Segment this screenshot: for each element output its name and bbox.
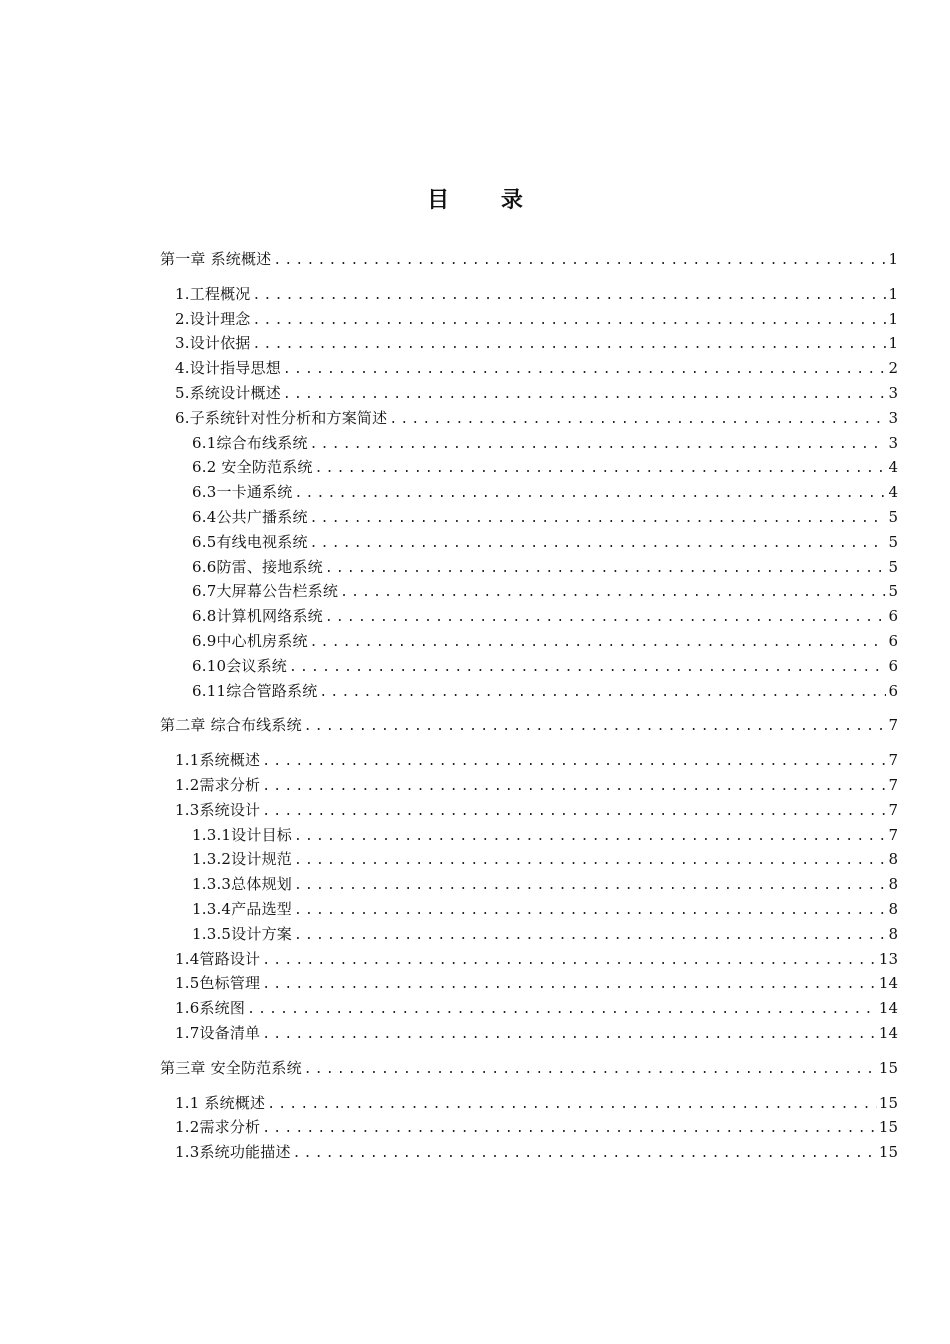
toc-entry-title: 1.2需求分析 [175, 1118, 261, 1137]
dot-leader [253, 309, 887, 334]
toc-page-number: 15 [878, 1093, 898, 1112]
toc-page-number: 4 [888, 483, 898, 502]
toc-page-number: 15 [878, 1143, 898, 1162]
toc-page-number: 5 [888, 532, 898, 551]
toc-entry-title: 3.设计依据 [175, 334, 251, 353]
toc-entry-title: 1.2需求分析 [175, 775, 261, 794]
toc-page-number: 3 [888, 383, 898, 402]
toc-page-number: 5 [888, 582, 898, 601]
toc-entry-title: 4.设计指导思想 [175, 359, 281, 378]
toc-page-number: 1 [888, 309, 898, 328]
toc-entry[interactable] [160, 679, 898, 704]
toc-entry[interactable] [160, 872, 898, 897]
dot-leader [340, 581, 886, 606]
toc-page-number: 1 [888, 250, 898, 268]
toc-entry-title: 第三章 安全防范系统 [160, 1058, 302, 1077]
toc-entry[interactable] [160, 654, 898, 679]
dot-leader [304, 715, 887, 740]
toc-entry-title: 1.工程概况 [175, 284, 251, 303]
dot-leader [304, 1058, 877, 1083]
toc-entry[interactable] [160, 406, 898, 431]
dot-leader [294, 825, 886, 850]
toc-entry-title: 6.9中心机房系统 [192, 631, 308, 650]
toc-entry[interactable] [160, 947, 898, 972]
toc-entry-title: 1.5色标管理 [175, 974, 261, 993]
toc-entry[interactable] [160, 971, 898, 996]
dot-leader [289, 656, 886, 681]
toc-entry-title: 第一章 系统概述 [160, 250, 272, 268]
toc-page-number: 7 [888, 825, 898, 844]
toc-page-number: 14 [878, 999, 898, 1018]
toc-chapter-entry[interactable] [160, 1056, 898, 1081]
toc-entry-title: 5.系统设计概述 [175, 383, 281, 402]
toc-entry-title: 1.1 系统概述 [175, 1093, 266, 1112]
toc-page-number: 6 [888, 656, 898, 675]
toc-entry[interactable] [160, 1115, 898, 1140]
toc-page-number: 13 [878, 949, 898, 968]
dot-leader [262, 1023, 877, 1048]
dot-leader [310, 631, 887, 656]
toc-page-number: 6 [888, 607, 898, 626]
toc-entry-title: 6.10会议系统 [192, 656, 287, 675]
toc-page-number: 15 [878, 1058, 898, 1077]
dot-leader [294, 899, 886, 924]
toc-page-number: 14 [878, 974, 898, 993]
dot-leader [273, 249, 886, 274]
toc-entry[interactable] [160, 922, 898, 947]
dot-leader [294, 874, 886, 899]
toc-page-number: 8 [888, 875, 898, 894]
toc-entry[interactable] [160, 555, 898, 580]
toc-chapter-entry[interactable] [160, 713, 898, 738]
toc-page-number: 8 [888, 899, 898, 918]
toc-page-number: 1 [888, 334, 898, 353]
toc-page-number: 8 [888, 924, 898, 943]
toc-entry-title: 1.3.3总体规划 [192, 875, 292, 894]
toc-page-number: 8 [888, 850, 898, 869]
toc-page-number: 7 [888, 716, 898, 735]
dot-leader [247, 998, 877, 1023]
toc-page-number: 2 [888, 359, 898, 378]
dot-leader [325, 557, 887, 582]
toc-entry-title: 1.1系统概述 [175, 751, 261, 770]
dot-leader [293, 1142, 877, 1167]
toc-entry[interactable] [160, 356, 898, 381]
dot-leader [283, 383, 887, 408]
toc-entry[interactable] [160, 431, 898, 456]
toc-entry[interactable] [160, 1140, 898, 1165]
toc-page-number: 7 [888, 751, 898, 770]
toc-entry[interactable] [160, 996, 898, 1021]
toc-entry[interactable] [160, 897, 898, 922]
toc-page-number: 6 [888, 631, 898, 650]
toc-entry[interactable] [160, 604, 898, 629]
toc-entry[interactable] [160, 530, 898, 555]
toc-entry[interactable] [160, 282, 898, 307]
toc-entry-title: 6.8计算机网络系统 [192, 607, 323, 626]
dot-leader [294, 482, 886, 507]
toc-page-number: 6 [888, 681, 898, 700]
dot-leader [283, 358, 887, 383]
toc-entry[interactable] [160, 307, 898, 332]
toc-entry-title: 1.7设备清单 [175, 1023, 261, 1042]
toc-entry-title: 1.4管路设计 [175, 949, 261, 968]
toc-entry-title: 6.7大屏幕公告栏系统 [192, 582, 339, 601]
toc-entry-title: 6.11综合管路系统 [192, 681, 318, 700]
toc-entry[interactable] [160, 629, 898, 654]
toc-entry-title: 1.3系统设计 [175, 800, 261, 819]
dot-leader [325, 606, 887, 631]
page-title: 目 录 [427, 187, 545, 213]
toc-chapter-entry[interactable] [160, 247, 898, 272]
dot-leader [315, 457, 887, 482]
toc-entry-title: 1.3.5设计方案 [192, 924, 292, 943]
toc-page-number: 3 [888, 408, 898, 427]
toc-entry-title: 1.3.2设计规范 [192, 850, 292, 869]
toc-entry-title: 第二章 综合布线系统 [160, 716, 302, 735]
toc-entry[interactable] [160, 381, 898, 406]
toc-entry-title: 6.6防雷、接地系统 [192, 557, 323, 576]
toc-page-number: 5 [888, 507, 898, 526]
toc-page-number: 14 [878, 1023, 898, 1042]
toc-page-number: 7 [888, 800, 898, 819]
table-of-contents [160, 247, 898, 1165]
toc-page-number: 4 [888, 458, 898, 477]
toc-entry-title: 1.6系统图 [175, 999, 246, 1018]
dot-leader [389, 408, 886, 433]
dot-leader [262, 1117, 877, 1142]
toc-entry[interactable] [160, 773, 898, 798]
toc-entry[interactable] [160, 579, 898, 604]
toc-entry[interactable] [160, 455, 898, 480]
toc-entry-title: 1.3.4产品选型 [192, 899, 292, 918]
dot-leader [310, 507, 887, 532]
dot-leader [262, 800, 886, 825]
toc-entry-title: 6.子系统针对性分析和方案简述 [175, 408, 388, 427]
toc-page-number: 3 [888, 433, 898, 452]
dot-leader [319, 681, 886, 706]
toc-entry[interactable] [160, 823, 898, 848]
dot-leader [262, 973, 877, 998]
dot-leader [262, 750, 886, 775]
toc-entry[interactable] [160, 480, 898, 505]
toc-entry-title: 6.1综合布线系统 [192, 433, 308, 452]
toc-entry-title: 6.5有线电视系统 [192, 532, 308, 551]
toc-page-number: 1 [888, 284, 898, 303]
toc-entry[interactable] [160, 847, 898, 872]
dot-leader [262, 775, 886, 800]
dot-leader [253, 284, 887, 309]
toc-entry-title: 6.2 安全防范系统 [192, 458, 313, 477]
toc-entry[interactable] [160, 1021, 898, 1046]
toc-entry[interactable] [160, 748, 898, 773]
dot-leader [310, 433, 887, 458]
toc-entry-title: 2.设计理念 [175, 309, 251, 328]
toc-entry-title: 6.3一卡通系统 [192, 483, 293, 502]
toc-entry-title: 6.4公共广播系统 [192, 507, 308, 526]
dot-leader [310, 532, 887, 557]
toc-page-number: 5 [888, 557, 898, 576]
toc-entry[interactable] [160, 1091, 898, 1116]
toc-entry-title: 1.3.1设计目标 [192, 825, 292, 844]
toc-page-number: 15 [878, 1118, 898, 1137]
toc-entry[interactable] [160, 331, 898, 356]
dot-leader [262, 949, 877, 974]
dot-leader [267, 1093, 877, 1118]
dot-leader [294, 849, 886, 874]
toc-page-number: 7 [888, 775, 898, 794]
dot-leader [294, 924, 886, 949]
dot-leader [253, 333, 887, 358]
toc-entry[interactable] [160, 798, 898, 823]
toc-entry[interactable] [160, 505, 898, 530]
toc-entry-title: 1.3系统功能描述 [175, 1143, 291, 1162]
